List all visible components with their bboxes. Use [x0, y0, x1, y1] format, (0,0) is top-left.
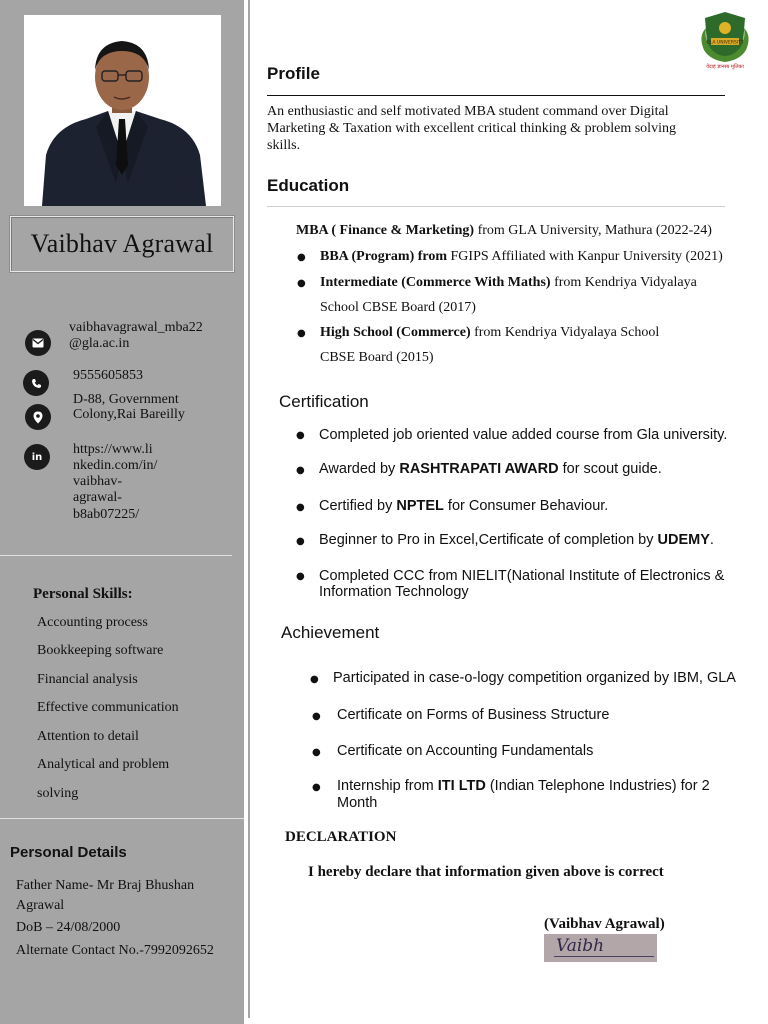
cert-2-post: for scout guide.	[558, 461, 662, 477]
sidebar-divider-line	[248, 0, 250, 1018]
sidebar-rule-2	[0, 818, 244, 819]
sidebar-rule-1	[0, 555, 232, 556]
bullet: ●	[296, 536, 305, 547]
phone-icon	[23, 370, 49, 396]
edu-intermediate	[320, 275, 697, 291]
email-icon	[25, 330, 51, 356]
location-icon	[25, 404, 51, 430]
logo-text: GLA UNIVERSITY	[706, 40, 744, 46]
achievement-item-2: Certificate on Forms of Business Structure	[337, 707, 610, 723]
details-title: Personal Details	[10, 844, 127, 861]
bullet: ●	[312, 711, 321, 722]
university-logo	[694, 10, 756, 70]
achievement-item-1: Participated in case-o-logy competition organized by IBM, GLA	[333, 670, 736, 686]
skill-item: Analytical and problem	[37, 757, 170, 772]
cert-3-pre: Certified by	[319, 498, 397, 514]
skills-title: Personal Skills:	[33, 586, 133, 602]
edu-mba-detail: from GLA University, Mathura (2022-24)	[474, 223, 712, 238]
declaration-heading: DECLARATION	[285, 829, 397, 845]
edu-bba-detail: FGIPS Affiliated with Kanpur University (2021)	[447, 249, 723, 264]
edu-bba-degree: BBA (Program) from	[320, 249, 448, 264]
signature-underline	[554, 956, 654, 957]
bullet: ●	[296, 430, 305, 441]
education-rule	[267, 206, 725, 207]
linkedin-line-2[interactable]: nkedin.com/in/	[73, 458, 158, 473]
skill-item: Accounting process	[37, 615, 148, 630]
cert-item-4	[319, 532, 714, 548]
edu-hs-detail: from Kendriya Vidyalaya School	[470, 325, 660, 340]
bullet: ●	[296, 465, 305, 476]
profile-line-2: Marketing & Taxation with excellent critical thinking & problem solving	[267, 121, 676, 136]
bullet: ●	[296, 502, 305, 513]
cert-2-pre: Awarded by	[319, 461, 400, 477]
signature-image	[544, 934, 657, 962]
edu-highschool	[320, 325, 659, 341]
edu-bba	[320, 249, 723, 265]
certification-heading: Certification	[279, 392, 369, 411]
email-line-1[interactable]: vaibhavagrawal_mba22	[69, 320, 203, 335]
achievement-heading: Achievement	[281, 623, 380, 642]
cert-item-5: Completed CCC from NIELIT(National Institute of Electronics &	[319, 568, 725, 584]
profile-line-1: An enthusiastic and self motivated MBA student command over Digital	[267, 104, 669, 119]
cert-3-post: for Consumer Behaviour.	[443, 498, 609, 514]
bullet: ●	[310, 674, 319, 685]
candidate-name: Vaibhav Agrawal	[30, 229, 214, 258]
edu-hs-line-2: CBSE Board (2015)	[320, 350, 434, 365]
bullet: ●	[296, 571, 305, 582]
logo-motto: वेदाहं ज्ञानस्य मूलिका	[706, 64, 744, 70]
linkedin-line-1[interactable]: https://www.li	[73, 442, 153, 457]
edu-inter-detail: from Kendriya Vidyalaya	[550, 275, 697, 290]
skill-item: Financial analysis	[37, 672, 138, 687]
cert-4-post: .	[709, 532, 714, 548]
edu-inter-line-2: School CBSE Board (2017)	[320, 300, 476, 315]
email-line-2[interactable]: @gla.ac.in	[69, 336, 130, 351]
skill-item: solving	[37, 786, 79, 801]
cert-item-5-cont: Information Technology	[319, 584, 469, 600]
declaration-text: I hereby declare that information given above is correct	[308, 864, 664, 880]
achievement-item-4-cont: Month	[337, 795, 378, 811]
cert-3-nptel: NPTEL	[396, 498, 444, 514]
name-box	[10, 216, 234, 272]
skill-item: Bookkeeping software	[37, 643, 164, 658]
profile-heading: Profile	[267, 64, 320, 83]
bullet: ●	[312, 782, 321, 793]
profile-photo	[24, 15, 221, 206]
cert-item-3	[319, 498, 608, 514]
profile-rule	[267, 95, 725, 96]
phone-number[interactable]: 9555605853	[73, 368, 143, 383]
education-heading: Education	[267, 176, 350, 195]
skill-item: Effective communication	[37, 700, 179, 715]
ach-4-company: ITI LTD	[437, 778, 486, 794]
address-line-2: Colony,Rai Bareilly	[73, 407, 185, 422]
bullet: ●	[297, 328, 306, 339]
cert-4-pre: Beginner to Pro in Excel,Certificate of completion by	[319, 532, 658, 548]
bullet: ●	[312, 747, 321, 758]
cert-4-udemy: UDEMY	[657, 532, 710, 548]
detail-father-name-cont: Agrawal	[16, 898, 65, 913]
linkedin-line-3[interactable]: vaibhav-	[73, 474, 122, 489]
signature-text: Vaibh	[556, 936, 605, 956]
linkedin-icon: in	[24, 444, 50, 470]
bullet: ●	[297, 252, 306, 263]
cert-item-1: Completed job oriented value added course from Gla university.	[319, 427, 728, 443]
detail-father-name: Father Name- Mr Braj Bhushan	[16, 878, 195, 893]
address-line-1: D-88, Government	[73, 392, 179, 407]
linkedin-line-4[interactable]: agrawal-	[73, 490, 122, 505]
cert-item-2	[319, 461, 662, 477]
profile-line-3: skills.	[267, 138, 301, 153]
edu-mba-degree: MBA ( Finance & Marketing)	[296, 223, 475, 238]
edu-hs-degree: High School (Commerce)	[320, 325, 471, 340]
edu-mba	[296, 223, 712, 239]
achievement-item-4	[337, 778, 710, 795]
edu-inter-degree: Intermediate (Commerce With Maths)	[320, 275, 551, 290]
bullet: ●	[297, 278, 306, 289]
achievement-item-3: Certificate on Accounting Fundamentals	[337, 743, 594, 759]
detail-alt-contact: Alternate Contact No.-7992092652	[16, 943, 214, 958]
ach-4-post: (Indian Telephone Industries) for 2	[485, 778, 710, 794]
cert-2-award: RASHTRAPATI AWARD	[399, 461, 559, 477]
skill-item: Attention to detail	[37, 729, 139, 744]
linkedin-line-5[interactable]: b8ab07225/	[73, 507, 140, 522]
ach-4-pre: Internship from	[337, 778, 438, 794]
declaration-signoff: (Vaibhav Agrawal)	[544, 916, 665, 932]
detail-dob: DoB – 24/08/2000	[16, 920, 121, 935]
